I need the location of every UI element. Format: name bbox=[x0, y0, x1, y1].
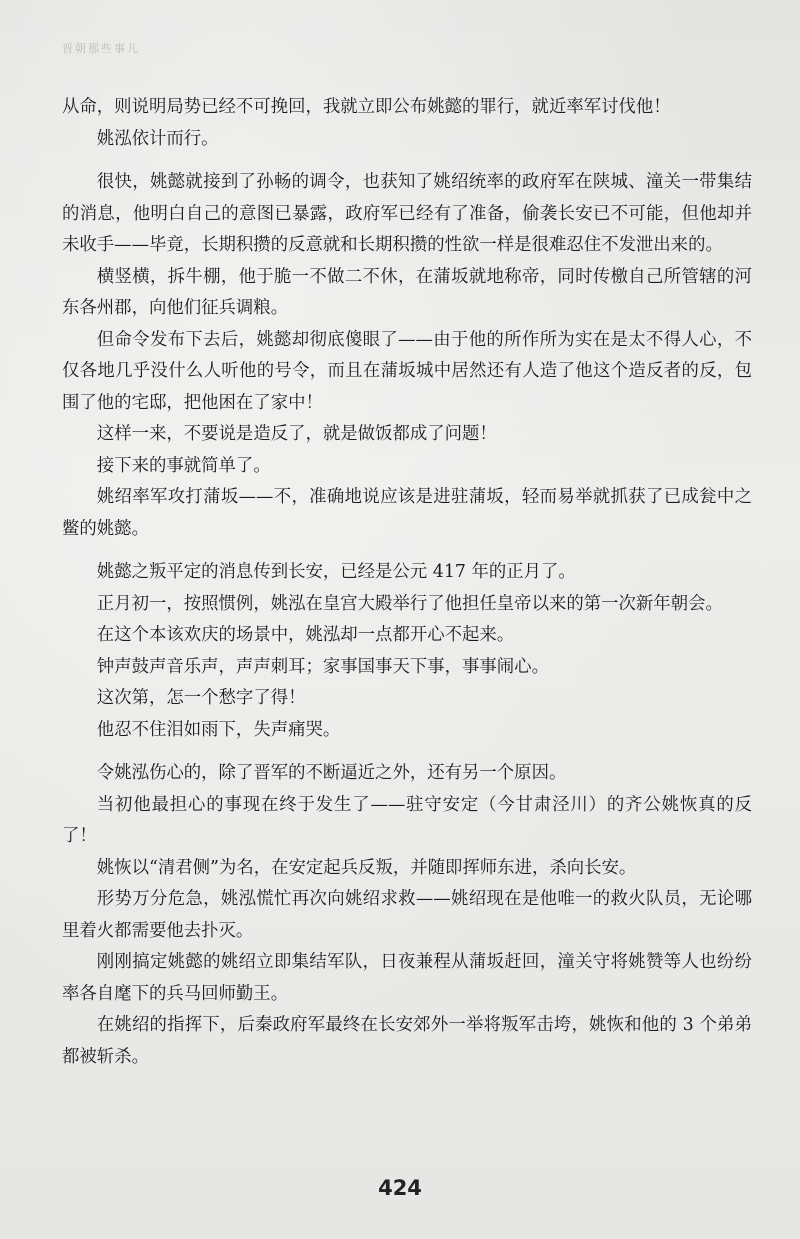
paragraph: 接下来的事就简单了。 bbox=[96, 455, 271, 476]
paragraph: 这样一来，不要说是造反了，就是做饭都成了问题！ bbox=[96, 424, 497, 444]
paragraph: 横竖横，拆牛棚，他于脆一不做二不休，在蒲坂就地称帝，同时传檄自己所管辖的河东各州郡，向他们征兵调粮。 bbox=[62, 266, 752, 318]
paragraph: 从命，则说明局势已经不可挽回，我就立即公布姚懿的罪行，就近率军讨伐他！ bbox=[62, 97, 671, 117]
paragraph: 姚泓依计而行。 bbox=[96, 128, 219, 149]
paragraph: 在这个本该欢庆的场景中，姚泓却一点都开心不起来。 bbox=[96, 625, 515, 645]
body-text bbox=[62, 92, 752, 1073]
paragraph: 很快，姚懿就接到了孙畅的调令，也获知了姚绍统率的政府军在陕城、潼关一带集结的消息，他明白自己的意图已暴露，政府军已经有了准备，偷袭长安已不可能，但他却并未收手——毕竟，长期积攒的反意就和长期积攒的性欲一样是很难忍住不发泄出来的。 bbox=[62, 172, 752, 255]
paragraph: 正月初一，按照惯例，姚泓在皇宫大殿举行了他担任皇帝以来的第一次新年朝会。 bbox=[96, 593, 723, 614]
paragraph: 钟声鼓声音乐声，声声刺耳；家事国事天下事，事事闹心。 bbox=[96, 656, 549, 677]
paragraph: 在姚绍的指挥下，后秦政府军最终在长安郊外一举将叛军击垮，姚恢和他的 3 个弟弟都被斩杀。 bbox=[62, 1015, 752, 1067]
paragraph: 但命令发布下去后，姚懿却彻底傻眼了——由于他的所作所为实在是太不得人心，不仅各地几乎没什么人听他的号令，而且在蒲坂城中居然还有人造了他这个造反者的反，包围了他的宅邸，把他困在了家中！ bbox=[62, 329, 752, 413]
paragraph: 姚恢以“清君侧”为名，在安定起兵反叛，并随即挥师东进，杀向长安。 bbox=[96, 857, 637, 878]
paragraph: 姚懿之叛平定的消息传到长安，已经是公元 417 年的正月了。 bbox=[96, 562, 576, 582]
paragraph: 刚刚搞定姚懿的姚绍立即集结军队，日夜兼程从蒲坂赶回，潼关守将姚赞等人也纷纷率各自麾下的兵马回师勤王。 bbox=[62, 952, 752, 1004]
running-header: 晋朝那些事儿 bbox=[62, 42, 140, 55]
page-number: 424 bbox=[378, 1176, 422, 1200]
paragraph: 形势万分危急，姚泓慌忙再次向姚绍求救——姚绍现在是他唯一的救火队员，无论哪里着火都需要他去扑灭。 bbox=[62, 889, 752, 941]
paragraph: 当初他最担心的事现在终于发生了——驻守安定（今甘肃泾川）的齐公姚恢真的反了！ bbox=[62, 794, 752, 846]
paragraph: 令姚泓伤心的，除了晋军的不断逼近之外，还有另一个原因。 bbox=[96, 763, 567, 783]
paragraph: 他忍不住泪如雨下，失声痛哭。 bbox=[96, 719, 341, 740]
paragraph: 这次第，怎一个愁字了得！ bbox=[96, 688, 306, 708]
paragraph: 姚绍率军攻打蒲坂——不，准确地说应该是进驻蒲坂，轻而易举就抓获了已成瓮中之鳖的姚懿。 bbox=[62, 487, 752, 539]
